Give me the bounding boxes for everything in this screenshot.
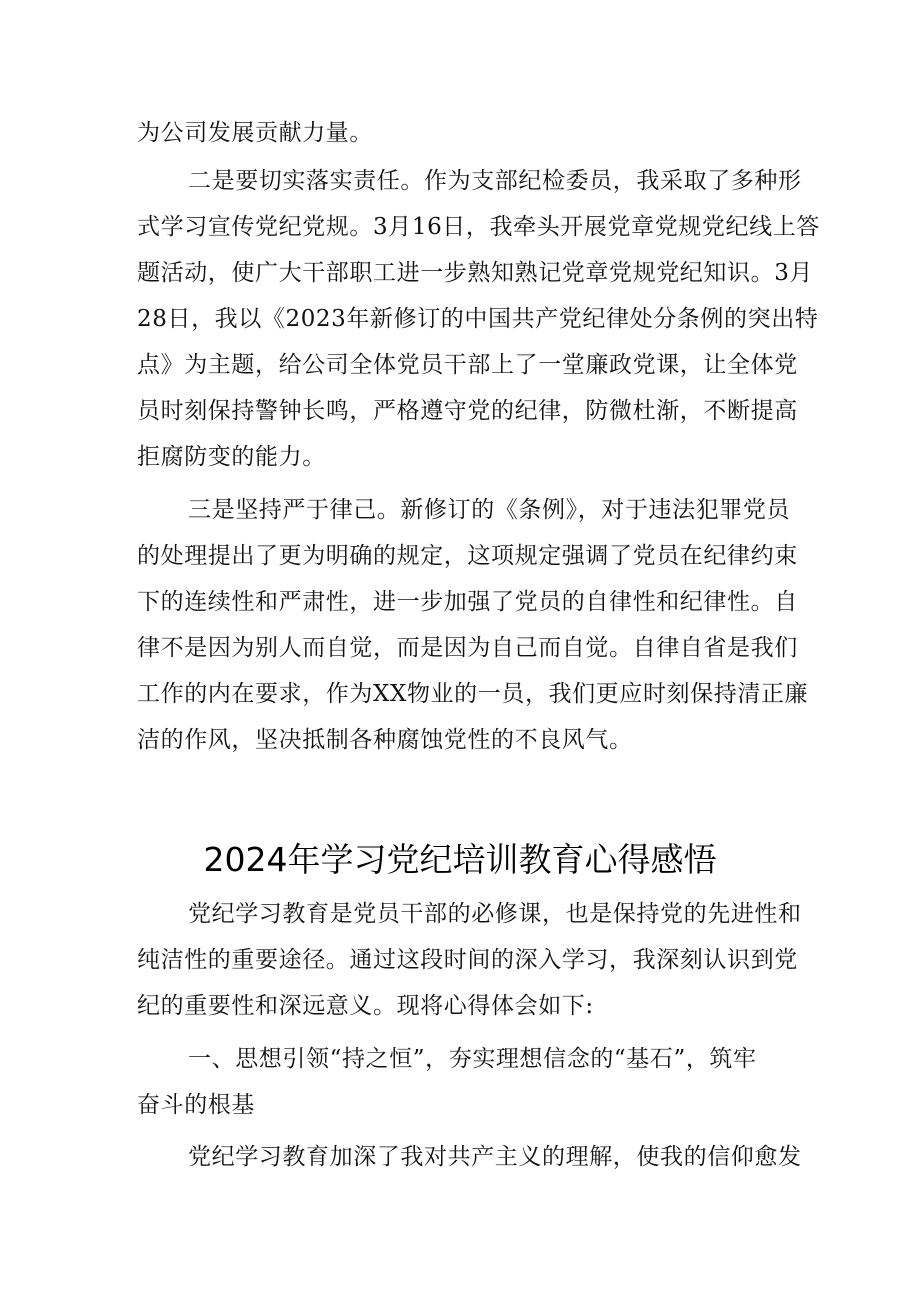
paragraph-line: 为公司发展贡献力量。: [137, 120, 373, 146]
section-heading-line: 奋斗的根基: [137, 1092, 255, 1118]
paragraph-line: 式学习宣传党纪党规。3月16日，我牵头开展党章党规党纪线上答: [137, 214, 820, 240]
paragraph-line: 纪的重要性和深远意义。现将心得体会如下:: [137, 993, 594, 1019]
paragraph-line: 党纪学习教育加深了我对共产主义的理解，使我的信仰愈发: [188, 1144, 802, 1170]
paragraph-line: 二是要切实落实责任。作为支部纪检委员，我采取了多种形: [188, 168, 802, 194]
paragraph-line: 员时刻保持警钟长鸣，严格遵守党的纪律，防微杜渐，不断提高: [137, 398, 798, 424]
paragraph-line: 点》为主题，给公司全体党员干部上了一堂廉政党课，让全体党: [137, 352, 798, 378]
paragraph-line: 的处理提出了更为明确的规定，这项规定强调了党员在纪律约束: [137, 543, 798, 569]
paragraph-line: 律不是因为别人而自觉，而是因为自己而自觉。自律自省是我们: [137, 635, 798, 661]
paragraph-line: 下的连续性和严肃性，进一步加强了党员的自律性和纪律性。自: [137, 589, 798, 615]
section-heading-line: 一、思想引领“持之恒”，夯实理想信念的“基石”，筑牢: [188, 1046, 757, 1072]
document-title: 2024年学习党纪培训教育心得感悟: [203, 840, 717, 879]
paragraph-line: 拒腐防变的能力。: [137, 444, 326, 470]
paragraph-line: 纯洁性的重要途径。通过这段时间的深入学习，我深刻认识到党: [137, 947, 798, 973]
paragraph-line: 党纪学习教育是党员干部的必修课，也是保持党的先进性和: [188, 901, 802, 927]
paragraph-line: 28日，我以《2023年新修订的中国共产党纪律处分条例的突出特: [137, 306, 819, 332]
paragraph-line: 三是坚持严于律己。新修订的《条例》，对于违法犯罪党员: [188, 497, 791, 523]
paragraph-line: 工作的内在要求，作为XX物业的一员，我们更应时刻保持清正廉: [137, 681, 809, 707]
paragraph-line: 题活动，使广大干部职工进一步熟知熟记党章党规党纪知识。3月: [137, 260, 814, 286]
paragraph-line: 洁的作风，坚决抵制各种腐蚀党性的不良风气。: [137, 727, 633, 753]
